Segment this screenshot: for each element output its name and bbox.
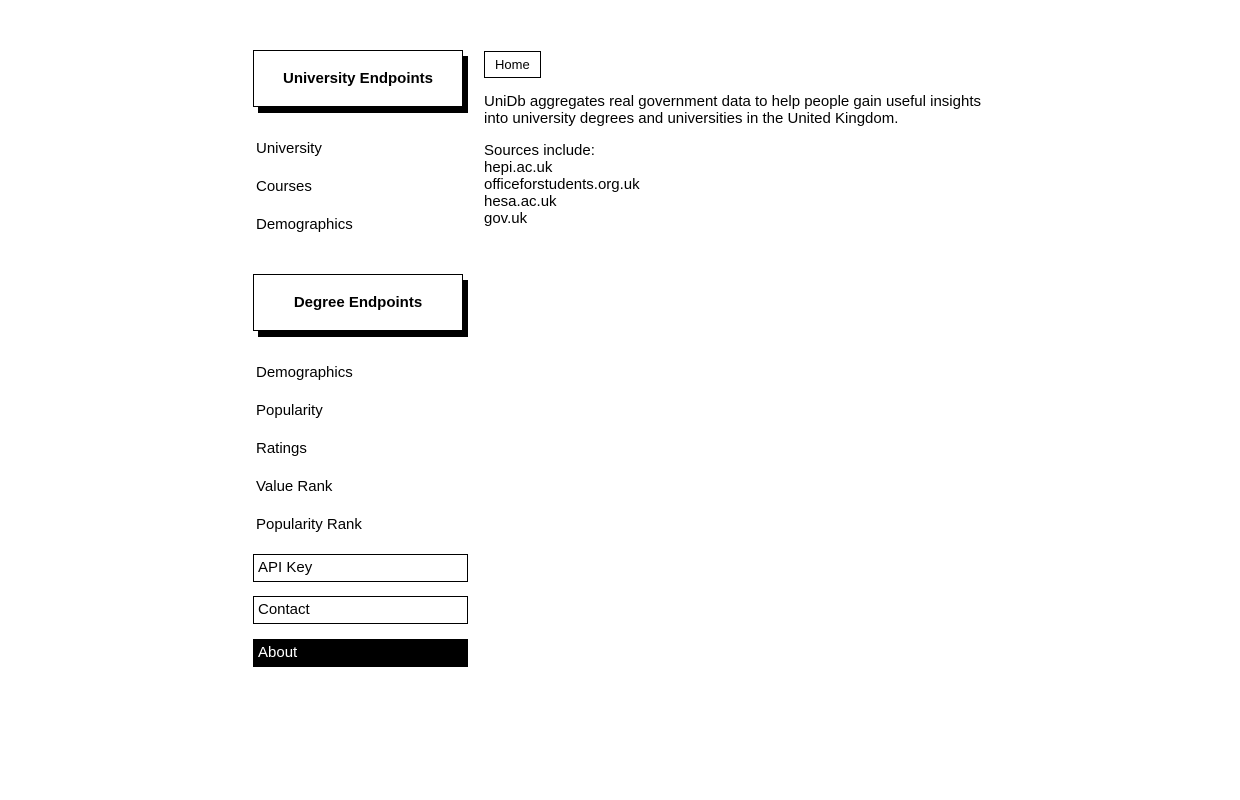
sidebar (253, 50, 468, 667)
source-item: gov.uk (484, 210, 528, 227)
sources-block (484, 142, 1004, 227)
sources-heading: Sources include: (484, 142, 595, 159)
degree-endpoints-list (253, 364, 468, 554)
contact-link[interactable]: Contact (253, 596, 468, 624)
intro-text: UniDb aggregates real government data to help people gain useful insights into university degrees and universities in the United Kingdom. (484, 93, 981, 127)
university-endpoints-header[interactable] (253, 50, 463, 107)
source-item: hepi.ac.uk (484, 159, 553, 176)
sidebar-item-university[interactable]: University (256, 140, 322, 157)
main-content (484, 51, 1004, 227)
sidebar-item-university-demographics[interactable]: Demographics (256, 216, 353, 233)
about-link[interactable]: About (253, 639, 468, 667)
source-item: hesa.ac.uk (484, 193, 557, 210)
sidebar-item-courses[interactable]: Courses (256, 178, 312, 195)
sidebar-item-degree-demographics[interactable]: Demographics (256, 364, 353, 381)
sidebar-item-value-rank[interactable]: Value Rank (256, 478, 333, 495)
sidebar-item-popularity-rank[interactable]: Popularity Rank (256, 516, 362, 533)
degree-endpoints-label[interactable]: Degree Endpoints (253, 274, 463, 331)
source-item: officeforstudents.org.uk (484, 176, 640, 193)
home-button[interactable]: Home (484, 51, 541, 78)
university-endpoints-label[interactable]: University Endpoints (253, 50, 463, 107)
sidebar-item-popularity[interactable]: Popularity (256, 402, 323, 419)
api-key-link[interactable]: API Key (253, 554, 468, 582)
sidebar-item-ratings[interactable]: Ratings (256, 440, 307, 457)
university-endpoints-list (253, 140, 468, 254)
degree-endpoints-header[interactable] (253, 274, 463, 331)
